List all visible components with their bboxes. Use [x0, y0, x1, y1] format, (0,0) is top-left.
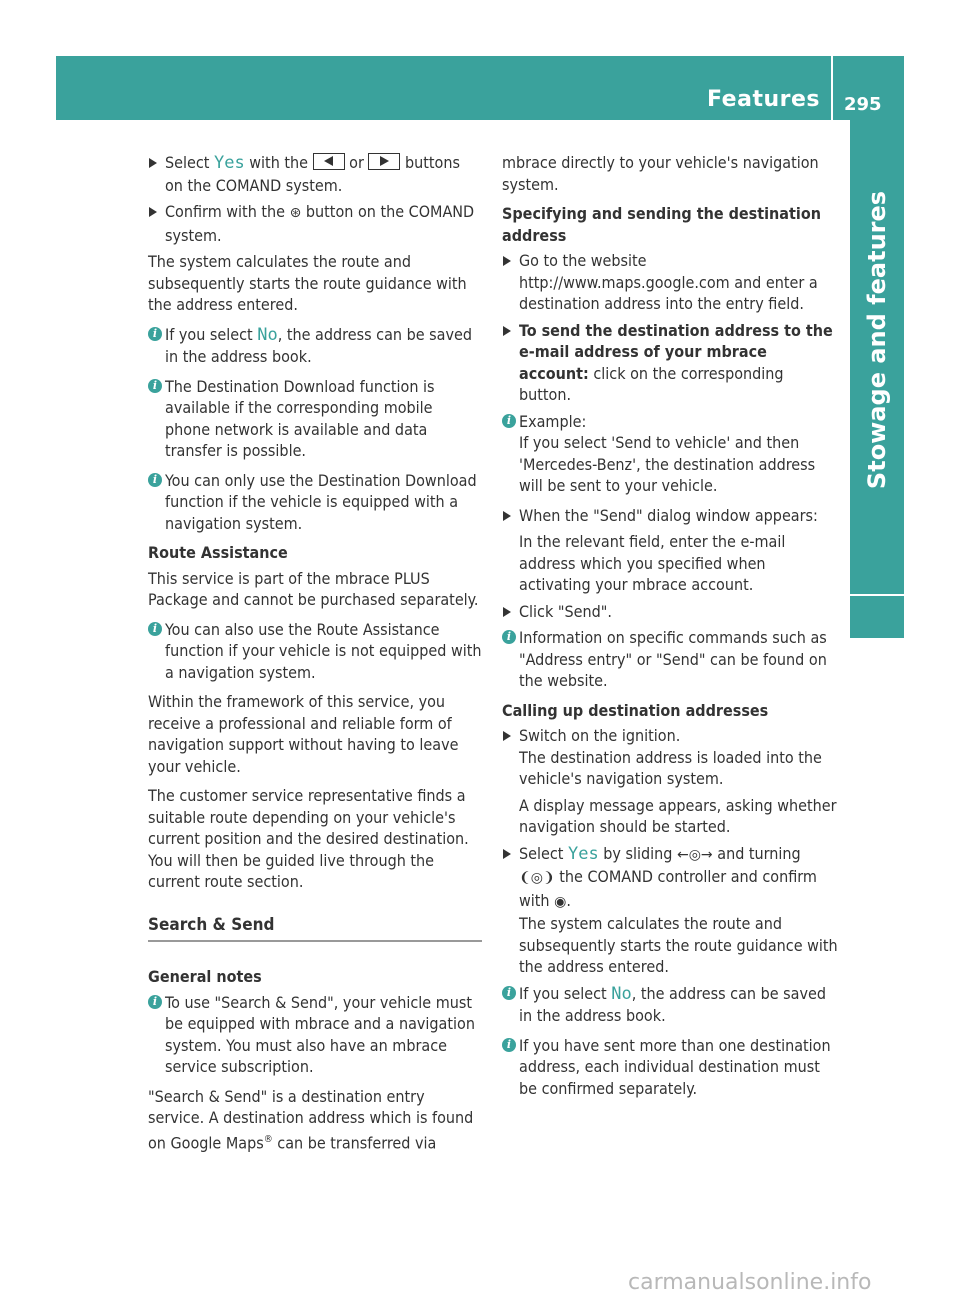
paragraph: "Search & Send" is a destination entry service. A destination address which is found on Google Maps® can be transferred via [148, 1086, 474, 1152]
side-tab-label: Stowage and features [863, 190, 891, 490]
page-number: 295 [844, 94, 882, 115]
option-yes: Yes [567, 843, 599, 864]
watermark: carmanualsonline.info [628, 1270, 872, 1295]
info-icon: i [502, 414, 516, 428]
header-divider [831, 56, 833, 120]
step-send-email: To send the destination address to the e-mail address of your mbrace account: click on the corresponding button. [502, 320, 838, 406]
press-controller-icon: ◉ [554, 893, 567, 910]
info-icon: i [148, 379, 162, 393]
info-note: i Information on specific commands such as "Address entry" or "Send" can be found on the website. [502, 627, 838, 692]
step-confirm: Confirm with the ⊛ button on the COMAND system. [148, 201, 482, 246]
info-note: i Example: If you select 'Send to vehicle' and then 'Mercedes-Benz', the destination address will be sent to your vehicle. [502, 411, 838, 497]
info-icon: i [502, 630, 516, 644]
side-tab-marker [850, 596, 904, 638]
left-arrow-button-icon [313, 153, 345, 170]
info-note: i To use "Search & Send", your vehicle must be equipped with mbrace and a navigation system. You must also have an mbrace service subscription. [148, 992, 482, 1078]
heading-calling-up: Calling up destination addresses [502, 700, 769, 720]
info-note: i You can only use the Destination Download function if the vehicle is equipped with a navigation system. [148, 470, 482, 535]
step-detail: A display message appears, asking whether navigation should be started. [519, 795, 837, 836]
heading-general-notes: General notes [148, 967, 262, 986]
info-note: i If you select No, the address can be saved in the address book. [502, 983, 838, 1027]
slide-controller-icon: ←◎→ [676, 846, 713, 863]
right-column [502, 152, 838, 1107]
info-icon: i [148, 995, 162, 1009]
paragraph: The customer service representative finds a suitable route depending on your vehicle's current position and the desired destination. You will then be guided live through the current route section. [148, 786, 469, 891]
info-note: i If you have sent more than one destination address, each individual destination must be confirmed separately. [502, 1035, 838, 1100]
option-yes: Yes [213, 153, 245, 173]
paragraph: mbrace directly to your vehicle's navigation system. [502, 153, 819, 194]
info-note: i The Destination Download function is available if the corresponding mobile phone network is available and data transfer is possible. [148, 376, 482, 462]
info-note: i If you select No, the address can be saved in the address book. [148, 324, 482, 368]
info-icon: i [148, 622, 162, 636]
step-detail: In the relevant field, enter the e-mail address which you specified when activating your mbrace account. [519, 532, 786, 594]
info-icon: i [148, 327, 162, 341]
info-icon: i [148, 473, 162, 487]
paragraph: The system calculates the route and subsequently starts the route guidance with the address entered. [148, 252, 467, 314]
option-no: No [611, 983, 632, 1004]
step-select-yes: Select Yes with the or buttons on the COMAND system. [148, 152, 482, 196]
step-website: Go to the website http://www.maps.google.com and enter a destination address into the entry field. [502, 250, 838, 315]
step-select-yes-controller: Select Yes by sliding ←◎→ and turning ❨◎❩ the COMAND controller and confirm with ◉. The system calculates the route and subsequently starts the route guidance with the address entered. [502, 843, 838, 978]
turn-controller-icon: ❨◎❩ [519, 870, 555, 886]
right-arrow-button-icon [368, 153, 400, 170]
header-title: Features [707, 87, 820, 112]
paragraph: This service is part of the mbrace PLUS Package and cannot be purchased separately. [148, 568, 479, 609]
step-send-dialog: When the "Send" dialog window appears: [502, 505, 838, 527]
section-title: Search & Send [148, 915, 482, 943]
info-icon: i [502, 1038, 516, 1052]
left-column [148, 152, 482, 1161]
heading-specifying: Specifying and sending the destination address [502, 204, 821, 245]
option-no: No [257, 324, 278, 345]
info-icon: i [502, 986, 516, 1000]
step-ignition: Switch on the ignition. The destination address is loaded into the vehicle's navigation system. [502, 725, 838, 790]
paragraph: Within the framework of this service, you receive a professional and reliable form of navigation support without having to leave your vehicle. [148, 692, 459, 776]
info-note: i You can also use the Route Assistance function if your vehicle is not equipped with a navigation system. [148, 619, 482, 684]
heading-route-assistance: Route Assistance [148, 543, 288, 562]
ok-button-icon: ⊛ [289, 205, 302, 221]
page-header [56, 56, 904, 120]
step-click-send: Click "Send". [502, 601, 838, 623]
